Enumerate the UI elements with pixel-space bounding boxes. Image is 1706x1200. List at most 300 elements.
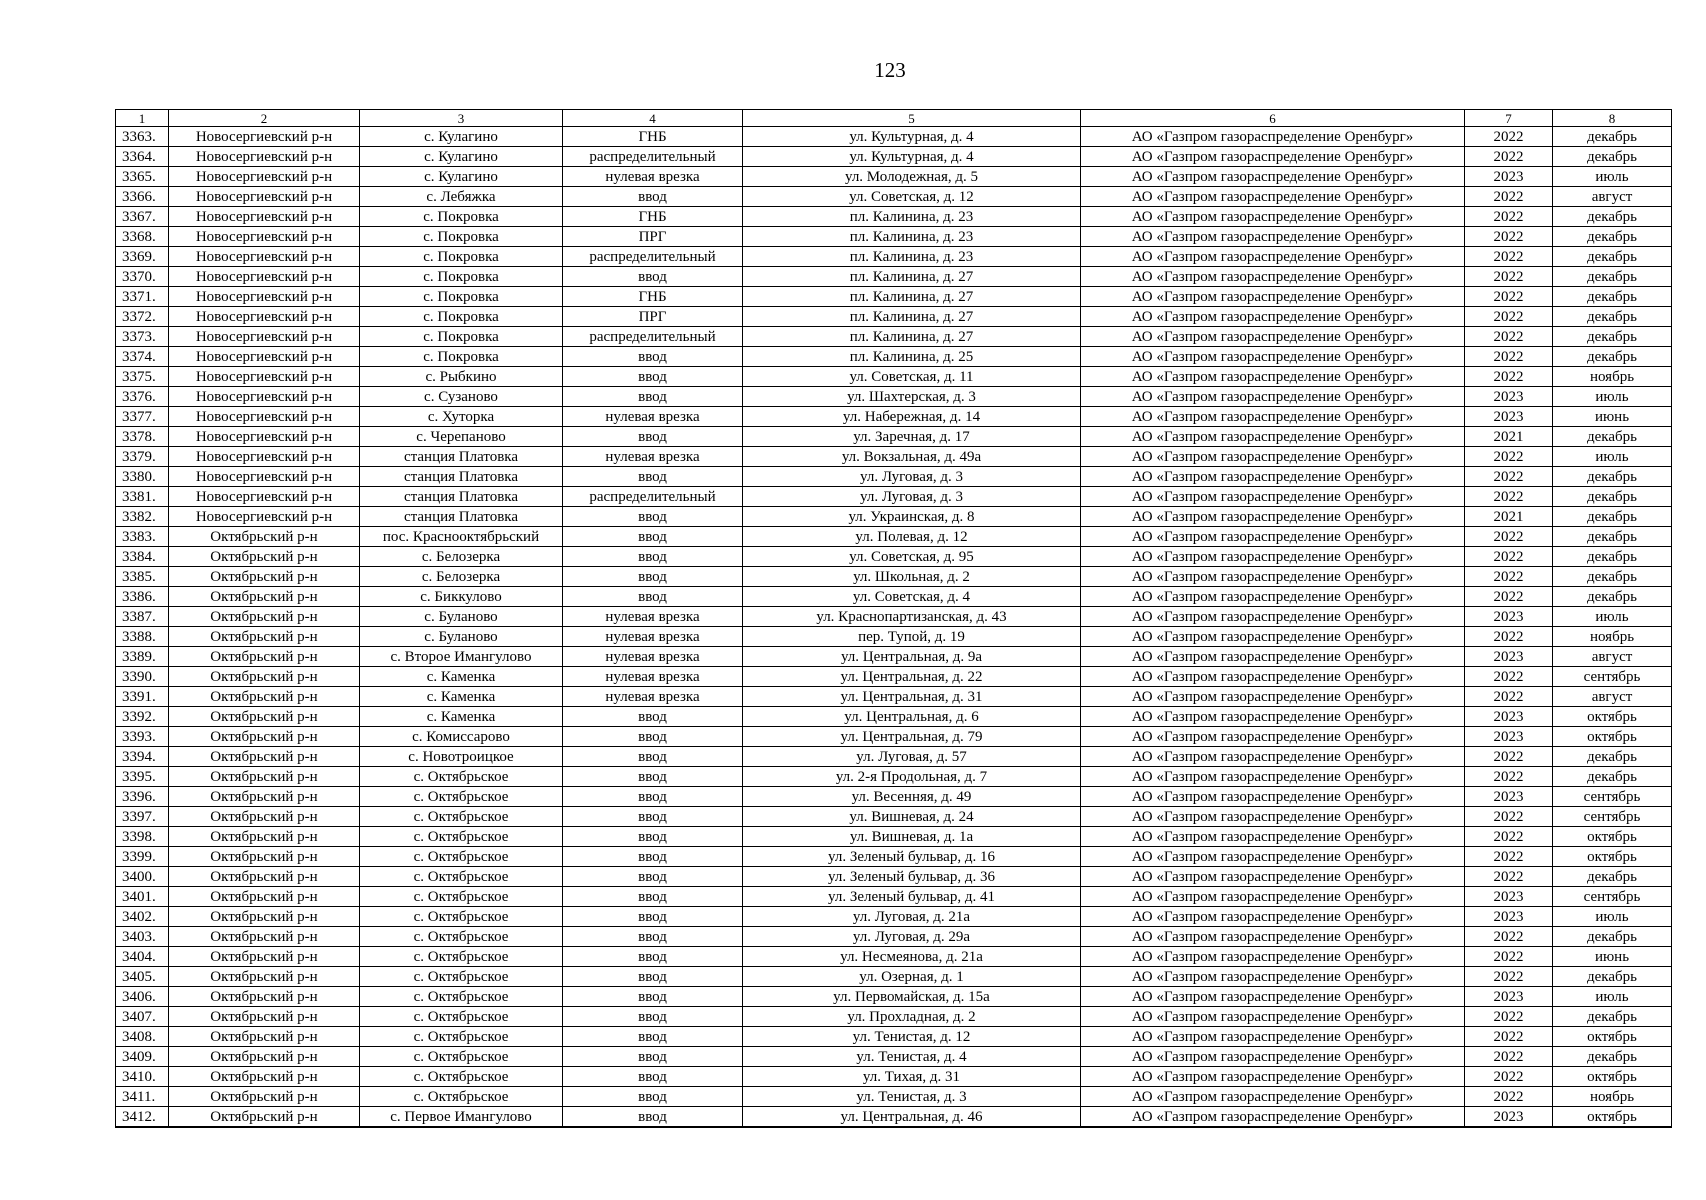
settlement-cell: с. Октябрьское	[360, 847, 563, 867]
address-cell: пл. Калинина, д. 23	[743, 207, 1081, 227]
organization-cell: АО «Газпром газораспределение Оренбург»	[1081, 1107, 1465, 1128]
year-cell: 2022	[1465, 1067, 1553, 1087]
table-row	[116, 427, 1672, 447]
settlement-cell: с. Каменка	[360, 707, 563, 727]
work-type-cell: распределительный	[563, 147, 743, 167]
district-cell: Октябрьский р-н	[169, 1027, 360, 1047]
work-type-cell: ввод	[563, 387, 743, 407]
organization-cell: АО «Газпром газораспределение Оренбург»	[1081, 427, 1465, 447]
address-cell: ул. Центральная, д. 31	[743, 687, 1081, 707]
row-number-cell: 3387.	[116, 607, 169, 627]
row-number-cell: 3395.	[116, 767, 169, 787]
address-cell: ул. Украинская, д. 8	[743, 507, 1081, 527]
organization-cell: АО «Газпром газораспределение Оренбург»	[1081, 567, 1465, 587]
year-cell: 2022	[1465, 547, 1553, 567]
year-cell: 2022	[1465, 747, 1553, 767]
row-number-cell: 3400.	[116, 867, 169, 887]
organization-cell: АО «Газпром газораспределение Оренбург»	[1081, 327, 1465, 347]
year-cell: 2023	[1465, 987, 1553, 1007]
row-number-cell: 3396.	[116, 787, 169, 807]
settlement-cell: с. Буланово	[360, 607, 563, 627]
month-cell: декабрь	[1553, 547, 1672, 567]
settlement-cell: с. Сузаново	[360, 387, 563, 407]
row-number-cell: 3391.	[116, 687, 169, 707]
district-cell: Октябрьский р-н	[169, 607, 360, 627]
organization-cell: АО «Газпром газораспределение Оренбург»	[1081, 887, 1465, 907]
table-row	[116, 407, 1672, 427]
year-cell: 2022	[1465, 287, 1553, 307]
column-header-5: 5	[743, 110, 1081, 127]
district-cell: Октябрьский р-н	[169, 567, 360, 587]
address-cell: ул. Зеленый бульвар, д. 16	[743, 847, 1081, 867]
district-cell: Новосергиевский р-н	[169, 307, 360, 327]
table-row	[116, 887, 1672, 907]
row-number-cell: 3403.	[116, 927, 169, 947]
table-row	[116, 787, 1672, 807]
organization-cell: АО «Газпром газораспределение Оренбург»	[1081, 507, 1465, 527]
organization-cell: АО «Газпром газораспределение Оренбург»	[1081, 127, 1465, 147]
organization-cell: АО «Газпром газораспределение Оренбург»	[1081, 527, 1465, 547]
row-number-cell: 3388.	[116, 627, 169, 647]
month-cell: декабрь	[1553, 467, 1672, 487]
district-cell: Октябрьский р-н	[169, 587, 360, 607]
district-cell: Новосергиевский р-н	[169, 207, 360, 227]
month-cell: октябрь	[1553, 707, 1672, 727]
month-cell: декабрь	[1553, 767, 1672, 787]
organization-cell: АО «Газпром газораспределение Оренбург»	[1081, 907, 1465, 927]
table-row	[116, 627, 1672, 647]
work-type-cell: ввод	[563, 867, 743, 887]
settlement-cell: с. Покровка	[360, 207, 563, 227]
address-cell: ул. Полевая, д. 12	[743, 527, 1081, 547]
table-row	[116, 387, 1672, 407]
address-cell: ул. Тенистая, д. 4	[743, 1047, 1081, 1067]
settlement-cell: с. Буланово	[360, 627, 563, 647]
address-cell: ул. Зеленый бульвар, д. 41	[743, 887, 1081, 907]
work-type-cell: ввод	[563, 787, 743, 807]
table-row	[116, 987, 1672, 1007]
work-type-cell: ввод	[563, 267, 743, 287]
table-row	[116, 347, 1672, 367]
settlement-cell: с. Октябрьское	[360, 1007, 563, 1027]
table-row	[116, 507, 1672, 527]
month-cell: июль	[1553, 167, 1672, 187]
year-cell: 2022	[1465, 327, 1553, 347]
district-cell: Октябрьский р-н	[169, 1007, 360, 1027]
year-cell: 2023	[1465, 1107, 1553, 1128]
row-number-cell: 3397.	[116, 807, 169, 827]
table-row	[116, 447, 1672, 467]
work-type-cell: ввод	[563, 187, 743, 207]
organization-cell: АО «Газпром газораспределение Оренбург»	[1081, 707, 1465, 727]
district-cell: Октябрьский р-н	[169, 667, 360, 687]
work-type-cell: ввод	[563, 907, 743, 927]
data-table	[115, 109, 1672, 1128]
district-cell: Октябрьский р-н	[169, 987, 360, 1007]
address-cell: ул. Прохладная, д. 2	[743, 1007, 1081, 1027]
district-cell: Новосергиевский р-н	[169, 407, 360, 427]
row-number-cell: 3364.	[116, 147, 169, 167]
work-type-cell: ввод	[563, 987, 743, 1007]
year-cell: 2022	[1465, 627, 1553, 647]
address-cell: ул. Луговая, д. 3	[743, 487, 1081, 507]
settlement-cell: с. Лебяжка	[360, 187, 563, 207]
year-cell: 2022	[1465, 927, 1553, 947]
address-cell: ул. Вокзальная, д. 49а	[743, 447, 1081, 467]
month-cell: июнь	[1553, 947, 1672, 967]
column-header-3: 3	[360, 110, 563, 127]
address-cell: ул. Молодежная, д. 5	[743, 167, 1081, 187]
month-cell: декабрь	[1553, 927, 1672, 947]
work-type-cell: ввод	[563, 467, 743, 487]
organization-cell: АО «Газпром газораспределение Оренбург»	[1081, 227, 1465, 247]
work-type-cell: ввод	[563, 827, 743, 847]
table-row	[116, 547, 1672, 567]
district-cell: Новосергиевский р-н	[169, 187, 360, 207]
work-type-cell: нулевая врезка	[563, 627, 743, 647]
organization-cell: АО «Газпром газораспределение Оренбург»	[1081, 147, 1465, 167]
year-cell: 2022	[1465, 807, 1553, 827]
year-cell: 2022	[1465, 767, 1553, 787]
month-cell: декабрь	[1553, 347, 1672, 367]
table-row	[116, 907, 1672, 927]
row-number-cell: 3409.	[116, 1047, 169, 1067]
district-cell: Октябрьский р-н	[169, 647, 360, 667]
settlement-cell: с. Белозерка	[360, 547, 563, 567]
table-row	[116, 727, 1672, 747]
work-type-cell: ввод	[563, 1027, 743, 1047]
address-cell: пл. Калинина, д. 27	[743, 287, 1081, 307]
district-cell: Новосергиевский р-н	[169, 487, 360, 507]
month-cell: август	[1553, 187, 1672, 207]
address-cell: ул. Луговая, д. 21а	[743, 907, 1081, 927]
work-type-cell: нулевая врезка	[563, 647, 743, 667]
year-cell: 2022	[1465, 587, 1553, 607]
row-number-cell: 3399.	[116, 847, 169, 867]
month-cell: июль	[1553, 607, 1672, 627]
settlement-cell: с. Октябрьское	[360, 947, 563, 967]
address-cell: пер. Тупой, д. 19	[743, 627, 1081, 647]
month-cell: июль	[1553, 387, 1672, 407]
month-cell: сентябрь	[1553, 667, 1672, 687]
address-cell: ул. Центральная, д. 22	[743, 667, 1081, 687]
settlement-cell: с. Октябрьское	[360, 807, 563, 827]
year-cell: 2022	[1465, 1047, 1553, 1067]
year-cell: 2022	[1465, 307, 1553, 327]
table-row	[116, 947, 1672, 967]
organization-cell: АО «Газпром газораспределение Оренбург»	[1081, 267, 1465, 287]
row-number-cell: 3412.	[116, 1107, 169, 1128]
district-cell: Октябрьский р-н	[169, 1107, 360, 1128]
organization-cell: АО «Газпром газораспределение Оренбург»	[1081, 967, 1465, 987]
organization-cell: АО «Газпром газораспределение Оренбург»	[1081, 687, 1465, 707]
month-cell: декабрь	[1553, 967, 1672, 987]
table-row	[116, 267, 1672, 287]
address-cell: ул. Культурная, д. 4	[743, 147, 1081, 167]
district-cell: Новосергиевский р-н	[169, 127, 360, 147]
settlement-cell: с. Каменка	[360, 667, 563, 687]
organization-cell: АО «Газпром газораспределение Оренбург»	[1081, 727, 1465, 747]
district-cell: Октябрьский р-н	[169, 687, 360, 707]
organization-cell: АО «Газпром газораспределение Оренбург»	[1081, 847, 1465, 867]
month-cell: декабрь	[1553, 1007, 1672, 1027]
month-cell: декабрь	[1553, 1047, 1672, 1067]
row-number-cell: 3365.	[116, 167, 169, 187]
settlement-cell: с. Покровка	[360, 267, 563, 287]
table-row	[116, 1087, 1672, 1107]
address-cell: пл. Калинина, д. 23	[743, 247, 1081, 267]
table-row	[116, 667, 1672, 687]
organization-cell: АО «Газпром газораспределение Оренбург»	[1081, 987, 1465, 1007]
month-cell: декабрь	[1553, 127, 1672, 147]
settlement-cell: с. Рыбкино	[360, 367, 563, 387]
organization-cell: АО «Газпром газораспределение Оренбург»	[1081, 587, 1465, 607]
year-cell: 2023	[1465, 607, 1553, 627]
settlement-cell: с. Октябрьское	[360, 907, 563, 927]
table-row	[116, 607, 1672, 627]
row-number-cell: 3368.	[116, 227, 169, 247]
year-cell: 2023	[1465, 387, 1553, 407]
settlement-cell: станция Платовка	[360, 467, 563, 487]
row-number-cell: 3402.	[116, 907, 169, 927]
work-type-cell: ввод	[563, 1047, 743, 1067]
column-header-7: 7	[1465, 110, 1553, 127]
settlement-cell: с. Второе Имангулово	[360, 647, 563, 667]
table-row	[116, 707, 1672, 727]
address-cell: ул. Несмеянова, д. 21а	[743, 947, 1081, 967]
row-number-cell: 3377.	[116, 407, 169, 427]
year-cell: 2021	[1465, 427, 1553, 447]
month-cell: июль	[1553, 447, 1672, 467]
district-cell: Новосергиевский р-н	[169, 167, 360, 187]
organization-cell: АО «Газпром газораспределение Оренбург»	[1081, 207, 1465, 227]
address-cell: ул. Зеленый бульвар, д. 36	[743, 867, 1081, 887]
work-type-cell: ввод	[563, 527, 743, 547]
district-cell: Новосергиевский р-н	[169, 367, 360, 387]
district-cell: Октябрьский р-н	[169, 1067, 360, 1087]
address-cell: пл. Калинина, д. 27	[743, 267, 1081, 287]
organization-cell: АО «Газпром газораспределение Оренбург»	[1081, 827, 1465, 847]
settlement-cell: с. Октябрьское	[360, 1087, 563, 1107]
district-cell: Октябрьский р-н	[169, 887, 360, 907]
settlement-cell: с. Октябрьское	[360, 767, 563, 787]
month-cell: октябрь	[1553, 727, 1672, 747]
organization-cell: АО «Газпром газораспределение Оренбург»	[1081, 607, 1465, 627]
organization-cell: АО «Газпром газораспределение Оренбург»	[1081, 247, 1465, 267]
month-cell: декабрь	[1553, 207, 1672, 227]
work-type-cell: ввод	[563, 1107, 743, 1128]
work-type-cell: распределительный	[563, 327, 743, 347]
column-header-2: 2	[169, 110, 360, 127]
year-cell: 2023	[1465, 727, 1553, 747]
address-cell: пл. Калинина, д. 23	[743, 227, 1081, 247]
organization-cell: АО «Газпром газораспределение Оренбург»	[1081, 187, 1465, 207]
work-type-cell: ввод	[563, 1067, 743, 1087]
month-cell: ноябрь	[1553, 1087, 1672, 1107]
header-row	[116, 110, 1672, 127]
district-cell: Октябрьский р-н	[169, 1047, 360, 1067]
organization-cell: АО «Газпром газораспределение Оренбург»	[1081, 367, 1465, 387]
address-cell: ул. 2-я Продольная, д. 7	[743, 767, 1081, 787]
row-number-cell: 3363.	[116, 127, 169, 147]
month-cell: октябрь	[1553, 1067, 1672, 1087]
year-cell: 2022	[1465, 147, 1553, 167]
organization-cell: АО «Газпром газораспределение Оренбург»	[1081, 307, 1465, 327]
year-cell: 2023	[1465, 887, 1553, 907]
table-row	[116, 1027, 1672, 1047]
year-cell: 2022	[1465, 487, 1553, 507]
table-row	[116, 287, 1672, 307]
district-cell: Новосергиевский р-н	[169, 467, 360, 487]
month-cell: декабрь	[1553, 567, 1672, 587]
organization-cell: АО «Газпром газораспределение Оренбург»	[1081, 767, 1465, 787]
district-cell: Новосергиевский р-н	[169, 427, 360, 447]
month-cell: декабрь	[1553, 247, 1672, 267]
organization-cell: АО «Газпром газораспределение Оренбург»	[1081, 747, 1465, 767]
settlement-cell: с. Октябрьское	[360, 987, 563, 1007]
table-header	[116, 110, 1672, 127]
settlement-cell: станция Платовка	[360, 447, 563, 467]
row-number-cell: 3410.	[116, 1067, 169, 1087]
work-type-cell: ввод	[563, 347, 743, 367]
row-number-cell: 3383.	[116, 527, 169, 547]
district-cell: Октябрьский р-н	[169, 767, 360, 787]
district-cell: Октябрьский р-н	[169, 947, 360, 967]
settlement-cell: с. Октябрьское	[360, 1047, 563, 1067]
row-number-cell: 3405.	[116, 967, 169, 987]
settlement-cell: с. Каменка	[360, 687, 563, 707]
row-number-cell: 3385.	[116, 567, 169, 587]
work-type-cell: ввод	[563, 747, 743, 767]
table-row	[116, 647, 1672, 667]
organization-cell: АО «Газпром газораспределение Оренбург»	[1081, 627, 1465, 647]
work-type-cell: распределительный	[563, 487, 743, 507]
month-cell: октябрь	[1553, 1027, 1672, 1047]
row-number-cell: 3380.	[116, 467, 169, 487]
organization-cell: АО «Газпром газораспределение Оренбург»	[1081, 807, 1465, 827]
table-row	[116, 567, 1672, 587]
work-type-cell: ввод	[563, 507, 743, 527]
year-cell: 2022	[1465, 347, 1553, 367]
month-cell: декабрь	[1553, 747, 1672, 767]
work-type-cell: ГНБ	[563, 127, 743, 147]
table-row	[116, 247, 1672, 267]
address-cell: ул. Краснопартизанская, д. 43	[743, 607, 1081, 627]
month-cell: декабрь	[1553, 867, 1672, 887]
month-cell: ноябрь	[1553, 367, 1672, 387]
row-number-cell: 3392.	[116, 707, 169, 727]
year-cell: 2023	[1465, 907, 1553, 927]
work-type-cell: нулевая врезка	[563, 407, 743, 427]
month-cell: август	[1553, 647, 1672, 667]
year-cell: 2022	[1465, 187, 1553, 207]
month-cell: декабрь	[1553, 267, 1672, 287]
district-cell: Новосергиевский р-н	[169, 347, 360, 367]
row-number-cell: 3404.	[116, 947, 169, 967]
table-row	[116, 367, 1672, 387]
month-cell: декабрь	[1553, 587, 1672, 607]
year-cell: 2022	[1465, 247, 1553, 267]
year-cell: 2022	[1465, 527, 1553, 547]
organization-cell: АО «Газпром газораспределение Оренбург»	[1081, 287, 1465, 307]
row-number-cell: 3372.	[116, 307, 169, 327]
month-cell: декабрь	[1553, 287, 1672, 307]
work-type-cell: ввод	[563, 707, 743, 727]
month-cell: декабрь	[1553, 147, 1672, 167]
district-cell: Новосергиевский р-н	[169, 247, 360, 267]
work-type-cell: нулевая врезка	[563, 447, 743, 467]
work-type-cell: ввод	[563, 767, 743, 787]
table-body	[116, 127, 1672, 1128]
district-cell: Октябрьский р-н	[169, 927, 360, 947]
organization-cell: АО «Газпром газораспределение Оренбург»	[1081, 547, 1465, 567]
row-number-cell: 3373.	[116, 327, 169, 347]
work-type-cell: ввод	[563, 927, 743, 947]
address-cell: ул. Вишневая, д. 1а	[743, 827, 1081, 847]
address-cell: ул. Луговая, д. 29а	[743, 927, 1081, 947]
work-type-cell: ввод	[563, 567, 743, 587]
settlement-cell: с. Покровка	[360, 287, 563, 307]
district-cell: Октябрьский р-н	[169, 807, 360, 827]
year-cell: 2022	[1465, 947, 1553, 967]
year-cell: 2023	[1465, 407, 1553, 427]
year-cell: 2022	[1465, 667, 1553, 687]
year-cell: 2022	[1465, 127, 1553, 147]
organization-cell: АО «Газпром газораспределение Оренбург»	[1081, 1047, 1465, 1067]
month-cell: октябрь	[1553, 827, 1672, 847]
address-cell: ул. Луговая, д. 3	[743, 467, 1081, 487]
settlement-cell: с. Хуторка	[360, 407, 563, 427]
month-cell: октябрь	[1553, 847, 1672, 867]
table-row	[116, 1047, 1672, 1067]
month-cell: декабрь	[1553, 487, 1672, 507]
district-cell: Новосергиевский р-н	[169, 387, 360, 407]
month-cell: июль	[1553, 907, 1672, 927]
month-cell: декабрь	[1553, 227, 1672, 247]
table-row	[116, 307, 1672, 327]
year-cell: 2022	[1465, 207, 1553, 227]
organization-cell: АО «Газпром газораспределение Оренбург»	[1081, 167, 1465, 187]
settlement-cell: пос. Краснооктябрьский	[360, 527, 563, 547]
row-number-cell: 3407.	[116, 1007, 169, 1027]
address-cell: ул. Набережная, д. 14	[743, 407, 1081, 427]
district-cell: Новосергиевский р-н	[169, 227, 360, 247]
district-cell: Октябрьский р-н	[169, 707, 360, 727]
settlement-cell: с. Покровка	[360, 227, 563, 247]
year-cell: 2022	[1465, 867, 1553, 887]
settlement-cell: с. Покровка	[360, 307, 563, 327]
work-type-cell: ввод	[563, 1087, 743, 1107]
row-number-cell: 3390.	[116, 667, 169, 687]
address-cell: ул. Луговая, д. 57	[743, 747, 1081, 767]
address-cell: ул. Культурная, д. 4	[743, 127, 1081, 147]
work-type-cell: ввод	[563, 427, 743, 447]
address-cell: ул. Тихая, д. 31	[743, 1067, 1081, 1087]
year-cell: 2022	[1465, 227, 1553, 247]
work-type-cell: ГНБ	[563, 207, 743, 227]
settlement-cell: с. Покровка	[360, 347, 563, 367]
year-cell: 2022	[1465, 367, 1553, 387]
address-cell: ул. Весенняя, д. 49	[743, 787, 1081, 807]
settlement-cell: с. Кулагино	[360, 127, 563, 147]
month-cell: декабрь	[1553, 427, 1672, 447]
organization-cell: АО «Газпром газораспределение Оренбург»	[1081, 487, 1465, 507]
address-cell: ул. Центральная, д. 46	[743, 1107, 1081, 1128]
district-cell: Новосергиевский р-н	[169, 147, 360, 167]
row-number-cell: 3371.	[116, 287, 169, 307]
address-cell: ул. Школьная, д. 2	[743, 567, 1081, 587]
organization-cell: АО «Газпром газораспределение Оренбург»	[1081, 927, 1465, 947]
